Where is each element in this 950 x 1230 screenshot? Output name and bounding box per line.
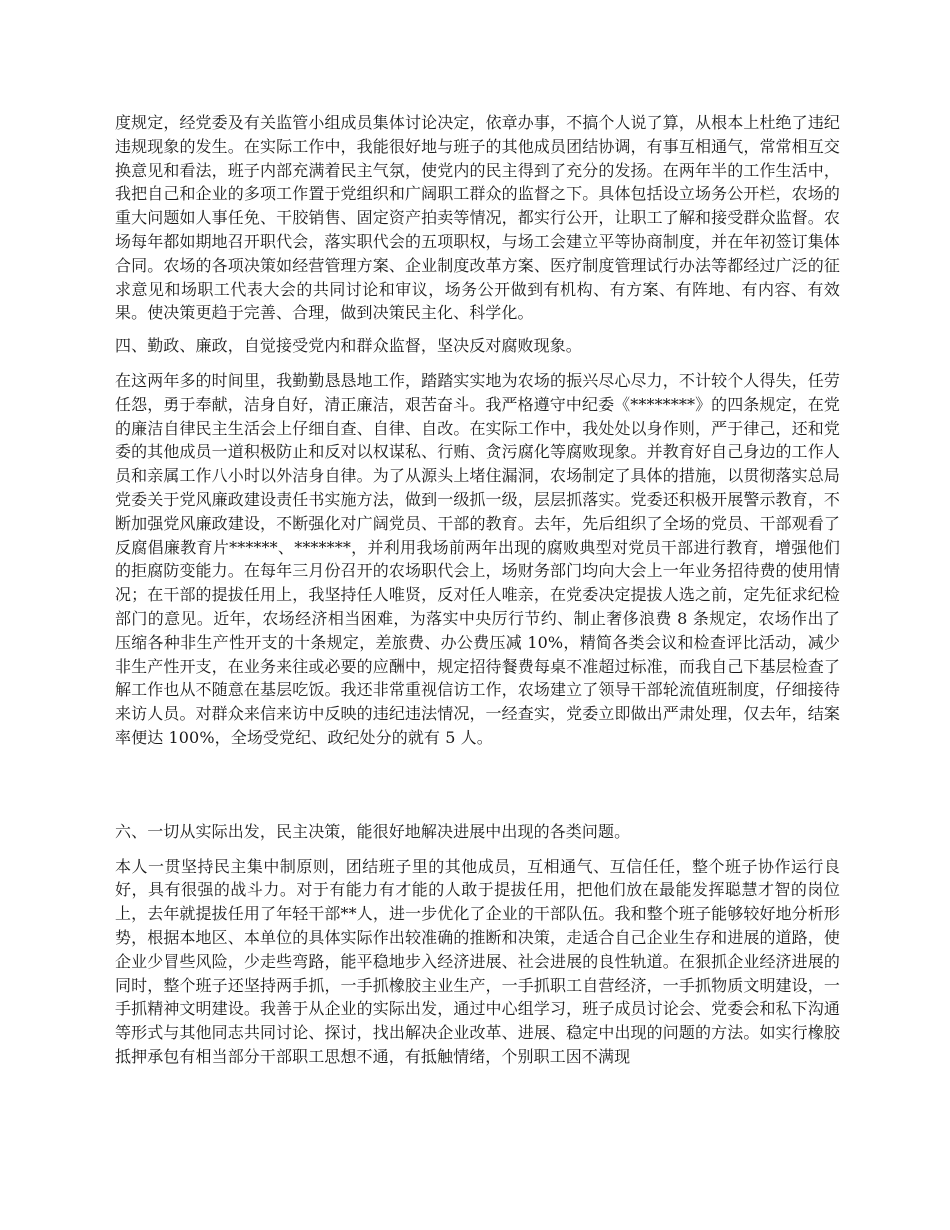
section-heading-four: 四、勤政、廉政，自觉接受党内和群众监督，坚决反对腐败现象。 [115, 336, 582, 356]
paragraph-democratic-decision: 本人一贯坚持民主集中制原则，团结班子里的其他成员，互相通气、互信任任，整个班子协作运行良好，具有很强的战斗力。对于有能力有才能的人敢于提拔任用，把他们放在最能发挥聪慧才智的岗位上，去年就提拔任用了年轻干部**人，进一步优化了企业的干部队伍。我和整个班子能够较好地分析形势，根据本地区、本单位的具体实际作出较准确的推断和决策，走适合自己企业生存和进展的道路，使企业少冒些风险，少走些弯路，能平稳地步入经济进展、社会进展的良性轨道。在狠抓企业经济进展的同时，整个班子还坚持两手抓，一手抓橡胶主业生产，一手抓职工自营经济，一手抓物质文明建设，一手抓精神文明建设。我善于从企业的实际出发，通过中心组学习，班子成员讨论会、党委会和私下沟通等形式与其他同志共同讨论、探讨，找出解决企业改革、进展、稳定中出现的问题的方法。如实行橡胶抵押承包有相当部分干部职工思想不通，有抵触情绪，个别职工因不满现 [115, 856, 840, 1066]
section-gap [115, 750, 840, 820]
section-heading-six: 六、一切从实际出发，民主决策，能很好地解决进展中出现的各类问题。 [115, 821, 631, 841]
paragraph-anti-corruption: 在这两年多的时间里，我勤勤恳恳地工作，踏踏实实地为农场的振兴尽心尽力，不计较个人得失，任劳任怨，勇于奉献，洁身自好，清正廉洁，艰苦奋斗。我严格遵守中纪委《********》的四条规定，在党的廉洁自律民主生活会上仔细自查、自律、自改。在实际工作中，我处处以身作则，严于律己，还和党委的其他成员一道积极防止和反对以权谋私、行贿、贪污腐化等腐败现象。并教育好自己身边的工作人员和亲属工作八小时以外洁身自律。为了从源头上堵住漏洞，农场制定了具体的措施，以贯彻落实总局党委关于党风廉政建设责任书实施方法，做到一级抓一级，层层抓落实。党委还积极开展警示教育，不断加强党风廉政建设，不断强化对广阔党员、干部的教育。去年，先后组织了全场的党员、干部观看了反腐倡廉教育片******、*******，并利用我场前两年出现的腐败典型对党员干部进行教育，增强他们的拒腐防变能力。在每年三月份召开的农场职代会上，场财务部门均向大会上一年业务招待费的使用情况；在干部的提拔任用上，我坚持任人唯贤，反对任人唯亲，在党委决定提拔人选之前，定先征求纪检部门的意见。近年，农场经济相当困难，为落实中央厉行节约、制止奢侈浪费 8 条规定，农场作出了压缩各种非生产性开支的十条规定，差旅费、办公费压减 10%，精简各类会议和检查评比活动，减少非生产性开支，在业务来往或必要的应酬中，规定招待餐费每桌不准超过标准，而我自己下基层检查了解工作也从不随意在基层吃饭。我还非常重视信访工作，农场建立了领导干部轮流值班制度，仔细接待来访人员。对群众来信来访中反映的违纪违法情况，一经查实，党委立即做出严肃处理，仅去年，结案率便达 100%，全场受党纪、政纪处分的就有 5 人。 [115, 370, 840, 747]
paragraph-democratic-supervision: 度规定，经党委及有关监管小组成员集体讨论决定，依章办事，不搞个人说了算，从根本上杜绝了违纪违规现象的发生。在实际工作中，我能很好地与班子的其他成员团结协调，有事互相通气，常常相互交换意见和看法，班子内部充满着民主气氛，使党内的民主得到了充分的发扬。在两年半的工作生活中，我把自己和企业的多项工作置于党组织和广阔职工群众的监督之下。具体包括设立场务公开栏，农场的重大问题如人事任免、干胶销售、固定资产拍卖等情况，都实行公开，让职工了解和接受群众监督。农场每年都如期地召开职代会，落实职代会的五项职权，与场工会建立平等协商制度，并在年初签订集体合同。农场的各项决策如经营管理方案、企业制度改革方案、医疗制度管理试行办法等都经过广泛的征求意见和场职工代表大会的共同讨论和审议，场务公开做到有机构、有方案、有阵地、有内容、有效果。使决策更趋于完善、合理，做到决策民主化、科学化。 [115, 113, 840, 323]
document-page [115, 111, 840, 1069]
